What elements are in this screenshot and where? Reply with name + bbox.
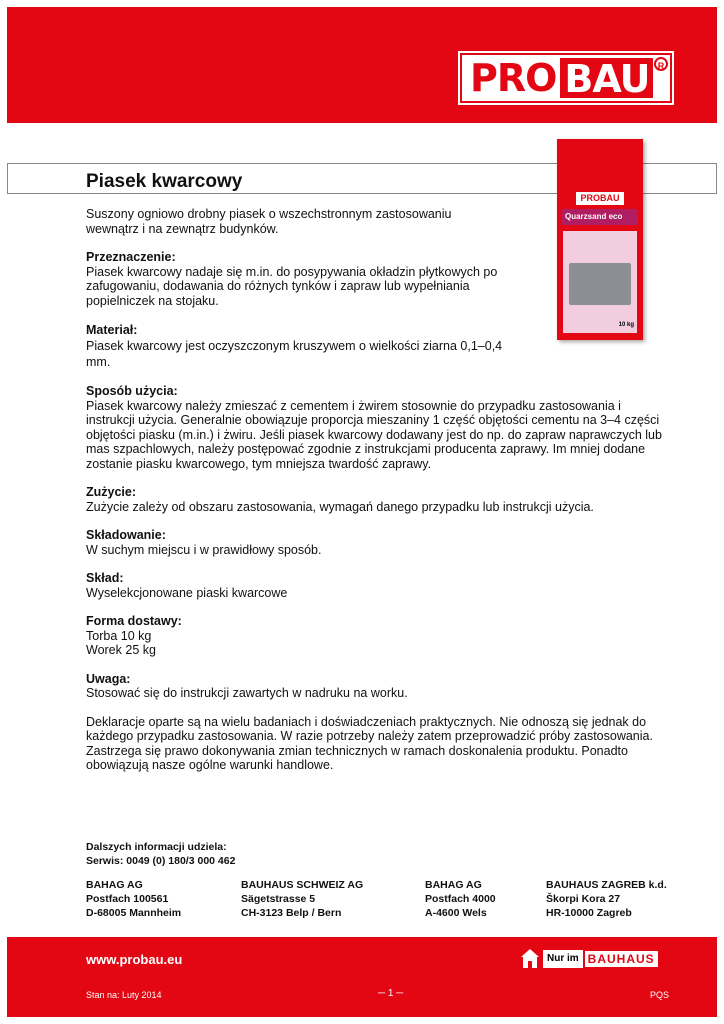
address-line: A-4600 Wels	[425, 907, 487, 919]
section-delivery	[86, 614, 662, 658]
address-line: BAHAG AG	[425, 879, 482, 891]
page-number: ─ 1 ─	[378, 988, 404, 999]
product-brand: PROBAU	[576, 192, 624, 205]
address-line: Škorpi Kora 27	[546, 893, 621, 905]
section-disclaimer	[86, 715, 662, 773]
logo-text-pro: PRO	[470, 56, 557, 100]
section-body: Zużycie zależy od obszaru zastosowania, wymagań danego przypadku lub instrukcji użycia.	[86, 499, 594, 514]
website-link[interactable]: www.probau.eu	[86, 952, 183, 967]
probau-logo	[460, 53, 672, 103]
address-line: Postfach 4000	[425, 893, 496, 905]
address-bahag-mannheim	[86, 878, 181, 920]
section-body: Wyselekcjonowane piaski kwarcowe	[86, 585, 288, 600]
intro-text: Suszony ogniowo drobny piasek o wszechstronnym zastosowaniu wewnątrz i na zewnątrz budynków.	[86, 207, 452, 236]
section-body: Piasek kwarcowy należy zmieszać z cementem i żwirem stosownie do przypadku zastosowania i instrukcji użycia. Generalnie obowiązuje proporcja mieszaniny 1 część objętości cementu na 3–4 części objętości piasku (m.in.) i żwiru. Jeśli piasek kwarcowy dodawany jest do np. do zapraw naprawczych lub mas szpachlowych, należy postępować zgodnie z instrukcjami producenta zaprawy. Im mniej dodane zostanie piasku kwarcowego, tym mniejsza twardość zaprawy.	[86, 398, 662, 471]
section-body: Stosować się do instrukcji zawartych w nadruku na worku.	[86, 686, 408, 700]
contact-info	[86, 840, 235, 868]
delivery-option: Worek 25 kg	[86, 643, 156, 657]
product-name: Quarzsand eco	[562, 209, 638, 225]
section-heading: Sposób użycia:	[86, 384, 178, 398]
service-phone: Serwis: 0049 (0) 180/3 000 462	[86, 855, 236, 867]
address-line: BAUHAUS ZAGREB k.d.	[546, 879, 667, 891]
document-code: PQS	[650, 990, 670, 1000]
section-usage	[86, 384, 662, 471]
address-line: Postfach 100561	[86, 893, 169, 905]
section-body: Piasek kwarcowy nadaje się m.in. do posypywania okładzin płytkowych po zafugowaniu, dodawania do różnych tynków i zapraw lub wypełniania popielniczek na stojaku.	[86, 264, 498, 308]
bauhaus-wordmark: BAUHAUS	[585, 951, 658, 967]
address-line: Sägetstrasse 5	[241, 893, 316, 905]
disclaimer-text: Deklaracje oparte są na wielu badaniach i doświadczeniach praktycznych. Nie odnoszą się jednak do każdego przypadku zastosowania. W razie potrzeby należy zatem przeprowadzić próby zastosowania. Zastrzega się prawo dokonywania zmian technicznych w ramach doskonalenia produktu. Ponadto obowiązują nasze ogólne warunki handlowe.	[86, 714, 653, 772]
section-heading: Forma dostawy:	[86, 614, 182, 628]
section-heading: Materiał:	[86, 323, 138, 337]
section-note	[86, 672, 662, 701]
section-composition	[86, 571, 662, 600]
registered-mark: R	[654, 57, 668, 71]
document-date: Stan na: Luty 2014	[86, 990, 162, 1000]
page-title: Piasek kwarcowy	[86, 171, 243, 192]
house-icon	[520, 948, 540, 970]
section-heading: Zużycie:	[86, 485, 137, 499]
delivery-option: Torba 10 kg	[86, 628, 152, 643]
section-heading: Przeznaczenie:	[86, 250, 176, 264]
section-material	[86, 322, 662, 370]
section-purpose	[86, 250, 662, 308]
bauhaus-tagline: Nur im	[543, 950, 583, 968]
bauhaus-logo	[520, 947, 658, 971]
section-heading: Uwaga:	[86, 671, 131, 686]
product-weight: 10 kg	[618, 322, 634, 328]
document-body	[86, 207, 662, 787]
address-line: BAUHAUS SCHWEIZ AG	[241, 879, 364, 891]
section-body: W suchym miejscu i w prawidłowy sposób.	[86, 542, 322, 557]
address-bauhaus-schweiz	[241, 878, 363, 920]
contact-label: Dalszych informacji udziela:	[86, 841, 227, 853]
address-line: D-68005 Mannheim	[86, 907, 182, 919]
section-body: Piasek kwarcowy jest oczyszczonym kruszywem o wielkości ziarna 0,1–0,4 mm.	[86, 339, 503, 369]
address-line: HR-10000 Zagreb	[546, 907, 632, 919]
address-line: CH-3123 Belp / Bern	[241, 907, 342, 919]
address-bahag-wels	[425, 878, 496, 920]
address-line: BAHAG AG	[86, 879, 143, 891]
address-bauhaus-zagreb	[546, 878, 667, 920]
section-heading: Skład:	[86, 571, 124, 585]
section-storage	[86, 528, 662, 557]
section-heading: Składowanie:	[86, 528, 166, 542]
section-consumption	[86, 485, 662, 514]
logo-text-bau: BAU	[560, 58, 653, 98]
